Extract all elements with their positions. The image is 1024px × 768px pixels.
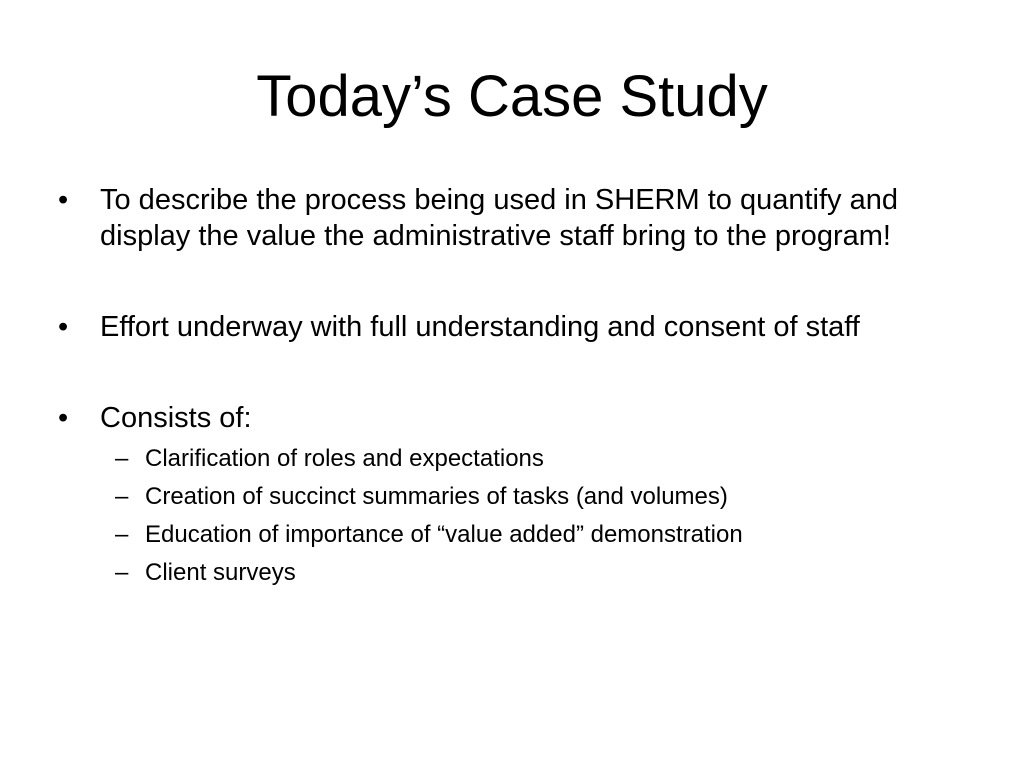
sub-bullet-item [100, 440, 958, 478]
dash-icon: – [115, 521, 129, 548]
sub-bullet-list [100, 440, 958, 592]
bullet-item [58, 400, 958, 592]
bullet-dot-icon: • [58, 311, 69, 343]
dash-icon: – [115, 483, 129, 510]
sub-bullet-text: Clarification of roles and expectations [145, 445, 544, 472]
bullet-item [58, 182, 958, 254]
sub-bullet-item [100, 554, 958, 592]
bullet-item [58, 309, 958, 345]
sub-bullet-text: Client surveys [145, 559, 296, 586]
bullet-dot-icon: • [58, 402, 69, 434]
dash-icon: – [115, 559, 129, 586]
bullet-text: Effort underway with full understanding and consent of staff [100, 311, 860, 343]
dash-icon: – [115, 445, 129, 472]
sub-bullet-text: Creation of succinct summaries of tasks (and volumes) [145, 483, 728, 510]
bullet-text: Consists of: [100, 402, 252, 434]
bullet-text: To describe the process being used in SHERM to quantify and display the value the administrative staff bring to the program! [100, 184, 898, 252]
sub-bullet-text: Education of importance of “value added” demonstration [145, 521, 743, 548]
sub-bullet-item [100, 478, 958, 516]
bullet-dot-icon: • [58, 184, 69, 216]
sub-bullet-item [100, 516, 958, 554]
slide-title: Today’s Case Study [256, 64, 768, 129]
bullet-list [58, 182, 958, 592]
